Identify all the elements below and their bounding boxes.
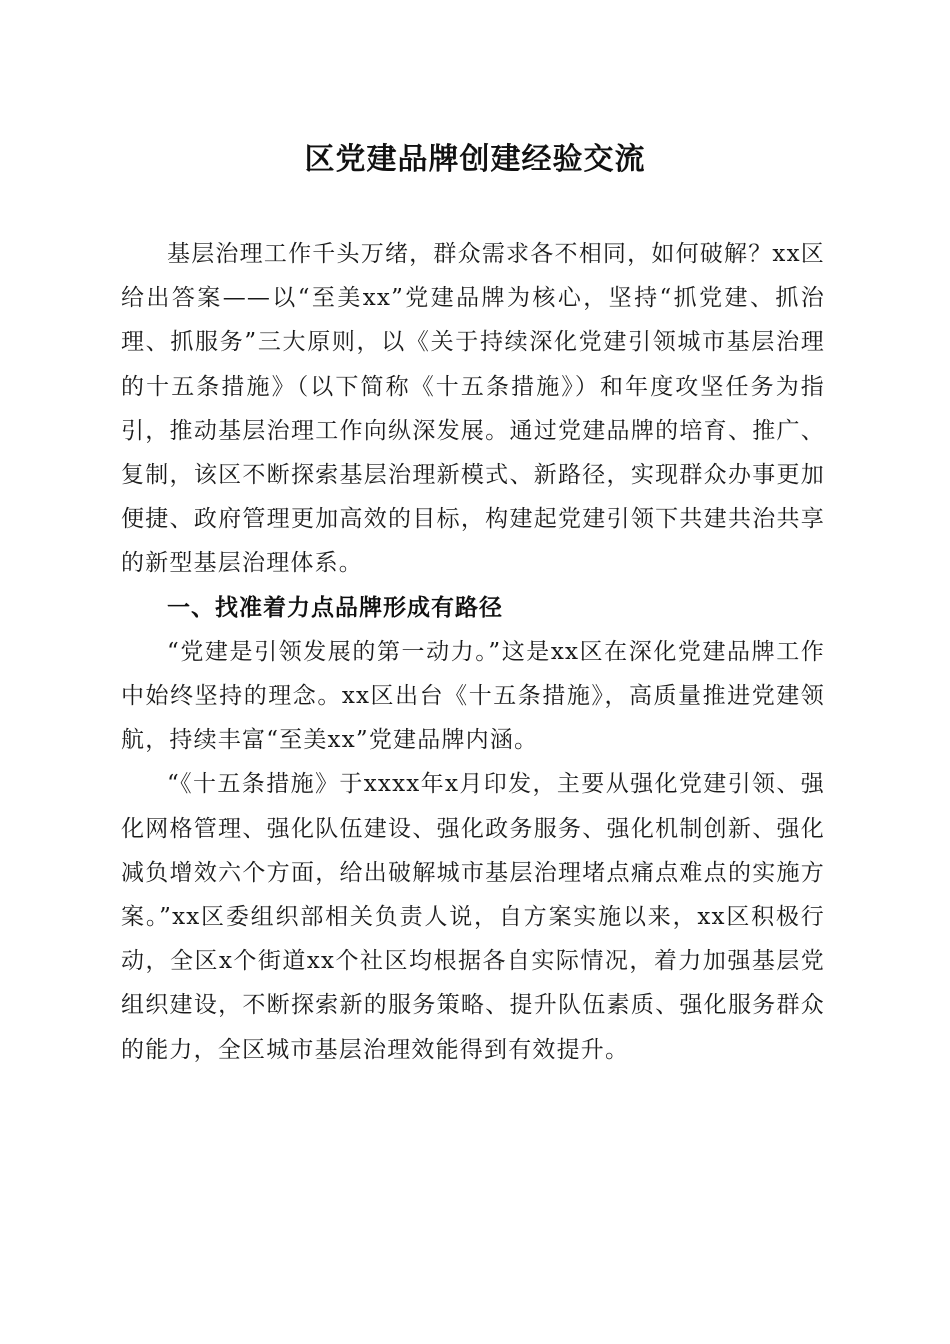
section-heading: 一、找准着力点品牌形成有路径 — [167, 594, 503, 621]
intro-paragraph: 基层治理工作千头万绪，群众需求各不相同，如何破解？xx区给出答案——以“至美xx”党建品牌为核心，坚持“抓党建、抓治理、抓服务”三大原则，以《关于持续深化党建引领城市基层治理的十五条措施》（以下简称《十五条措施》）和年度攻坚任务为指引，推动基层治理工作向纵深发展。通过党建品牌的培育、推广、复制，该区不断探索基层治理新模式、新路径，实现群众办事更加便捷、政府管理更加高效的目标，构建起党建引领下共建共治共享的新型基层治理体系。 — [121, 241, 825, 577]
section-paragraph: “党建是引领发展的第一动力。”这是xx区在深化党建品牌工作中始终坚持的理念。xx区出台《十五条措施》，高质量推进党建领航，持续丰富“至美xx”党建品牌内涵。 — [121, 638, 825, 754]
document-body — [121, 232, 825, 1072]
section-paragraph: “《十五条措施》于xxxx年x月印发，主要从强化党建引领、强化网格管理、强化队伍建设、强化政务服务、强化机制创新、强化减负增效六个方面，给出破解城市基层治理堵点痛点难点的实施方案。”xx区委组织部相关负责人说，自方案实施以来，xx区积极行动，全区x个街道xx个社区均根据各自实际情况，着力加强基层党组织建设，不断探索新的服务策略、提升队伍素质、强化服务群众的能力，全区城市基层治理效能得到有效提升。 — [121, 771, 825, 1063]
document-title: 区党建品牌创建经验交流 — [304, 142, 646, 177]
